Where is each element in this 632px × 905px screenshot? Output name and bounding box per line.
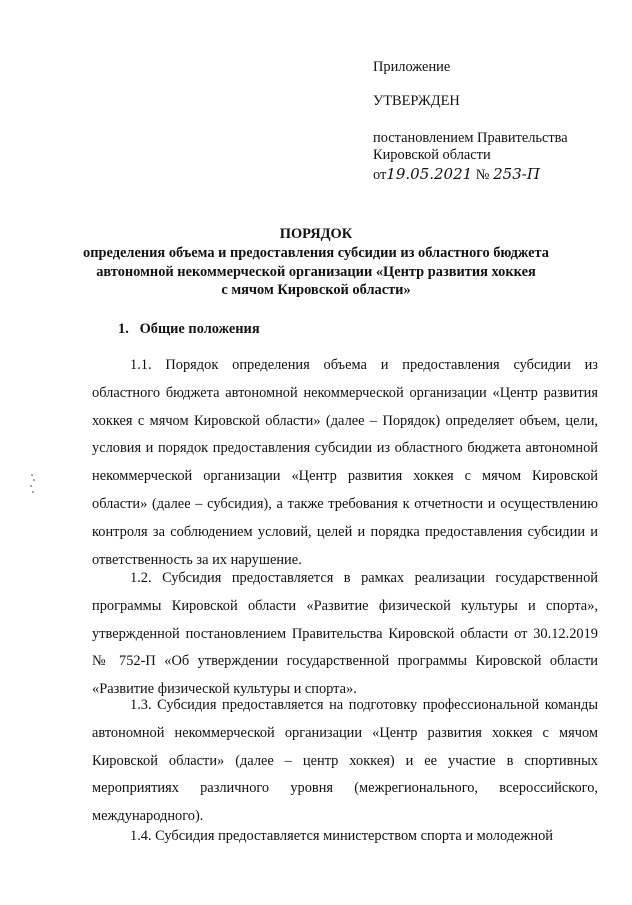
handwritten-date: 19.05.2021: [386, 165, 473, 183]
title-line-3: с мячом Кировской области»: [221, 282, 411, 298]
title-line-1: определения объема и предоставления субсидии из областного бюджета: [83, 245, 549, 261]
handwritten-number: 253-П: [493, 165, 540, 183]
scan-speck: [30, 485, 32, 487]
title-line-2: автономной некоммерческой организации «Центр развития хоккея: [96, 264, 536, 280]
paragraph-1-2: 1.2. Субсидия предоставляется в рамках реализации государственной программы Кировской области «Развитие физической культуры и спорта», утвержденной постановлением Правительства Кировской области от 30.12.2019 № 752-П «Об утверждении государственной программы Кировской области «Развитие физической культуры и спорта».: [92, 570, 598, 698]
decree-line-1: постановлением Правительства: [373, 130, 568, 146]
scan-speck: [31, 474, 33, 476]
decree-line-2: Кировской области: [373, 147, 491, 163]
scan-speck: [32, 491, 34, 493]
date-prefix: от: [373, 167, 387, 183]
document-title: ПОРЯДОК: [279, 226, 353, 242]
number-sign: №: [475, 167, 490, 183]
decree-date-line: [373, 165, 540, 184]
paragraph-1-4: 1.4. Субсидия предоставляется министерством спорта и молодежной: [130, 828, 553, 844]
appendix-label: Приложение: [373, 59, 451, 75]
paragraph-1-3: 1.3. Субсидия предоставляется на подготовку профессиональной команды автономной некоммерческой организации «Центр развития хоккея с мячом Кировской области» (далее – центр хоккея) и ее участие в спортивных мероприятиях различного уровня (межрегионального, всероссийского, международного).: [92, 697, 598, 825]
paragraph-1-1: 1.1. Порядок определения объема и предоставления субсидии из областного бюджета автономной некоммерческой организации «Центр развития хоккея с мячом Кировской области» (далее – Порядок) определяет объем, цели, условия и порядок предоставления субсидии из областного бюджета автономной некоммерческой организации «Центр развития хоккея с мячом Кировской области» (далее – субсидия), а также требования к отчетности и осуществлению контроля за соблюдением условий, целей и порядка предоставления субсидии и ответственность за их нарушение.: [92, 357, 598, 568]
section-heading: 1. Общие положения: [118, 321, 260, 337]
scan-speck: [33, 479, 35, 481]
approved-label: УТВЕРЖДЕН: [373, 93, 460, 109]
